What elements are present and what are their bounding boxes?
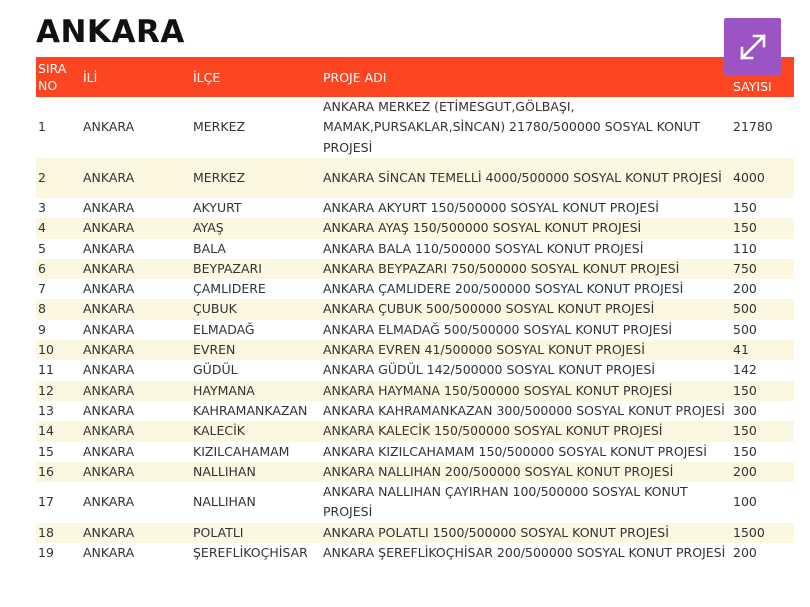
cell-sayisi: 150 [733, 382, 757, 398]
cell-sayisi: 21780 [733, 119, 773, 135]
cell-ilce: POLATLI [193, 524, 244, 540]
cell-sira-no: 5 [38, 240, 46, 256]
cell-sira-no: 8 [38, 301, 46, 317]
cell-sayisi: 150 [733, 423, 757, 439]
cell-ili: ANKARA [83, 240, 135, 256]
cell-ili: ANKARA [83, 260, 135, 276]
cell-sayisi: 200 [733, 545, 757, 561]
cell-ilce: NALLIHAN [193, 494, 256, 510]
cell-ilce: KIZILCAHAMAM [193, 443, 290, 459]
cell-ili: ANKARA [83, 524, 135, 540]
cell-sira-no: 10 [38, 342, 54, 358]
cell-ili: ANKARA [83, 321, 135, 337]
cell-ili: ANKARA [83, 443, 135, 459]
expand-button[interactable] [724, 18, 781, 75]
table-row [36, 462, 794, 482]
table-row [36, 239, 794, 259]
cell-ilce: KALECİK [193, 423, 246, 439]
cell-ilce: ŞEREFLİKOÇHİSAR [193, 545, 308, 561]
table-row [36, 381, 794, 401]
cell-sayisi: 4000 [733, 169, 765, 185]
projects-table [36, 57, 794, 563]
cell-sayisi: 142 [733, 362, 757, 378]
cell-proje-adi: ANKARA ŞEREFLİKOÇHİSAR 200/500000 SOSYAL KONUT PROJESİ [323, 545, 726, 561]
table-row [36, 360, 794, 380]
page-title: ANKARA [36, 14, 185, 50]
cell-sayisi: 500 [733, 321, 757, 337]
expand-arrows-icon [733, 27, 773, 67]
cell-ilce: AYAŞ [193, 220, 224, 236]
table-row [36, 543, 794, 563]
cell-ilce: ÇUBUK [193, 301, 237, 317]
cell-ilce: GÜDÜL [193, 362, 238, 378]
cell-sira-no: 15 [38, 443, 54, 459]
cell-proje-adi: ANKARA KAHRAMANKAZAN 300/500000 SOSYAL KONUT PROJESİ [323, 402, 725, 418]
cell-ilce: BALA [193, 240, 226, 256]
cell-sira-no: 2 [38, 169, 46, 185]
cell-ilce: HAYMANA [193, 382, 255, 398]
cell-ilce: AKYURT [193, 200, 242, 215]
cell-proje-adi: ANKARA POLATLI 1500/500000 SOSYAL KONUT PROJESİ [323, 524, 669, 540]
cell-ilce: ELMADAĞ [193, 321, 255, 337]
cell-proje-adi: ANKARA MERKEZ (ETİMESGUT,GÖLBAŞI, MAMAK,PURSAKLAR,SİNCAN) 21780/500000 SOSYAL KONUT PROJESİ [323, 99, 701, 155]
cell-sira-no: 6 [38, 260, 46, 276]
table-body [36, 97, 794, 563]
cell-sira-no: 16 [38, 463, 54, 479]
cell-proje-adi: ANKARA HAYMANA 150/500000 SOSYAL KONUT PROJESİ [323, 382, 673, 398]
cell-ili: ANKARA [83, 169, 135, 185]
cell-proje-adi: ANKARA KALECİK 150/500000 SOSYAL KONUT PROJESİ [323, 423, 663, 439]
cell-sayisi: 1500 [733, 524, 765, 540]
cell-ili: ANKARA [83, 200, 135, 215]
cell-ili: ANKARA [83, 220, 135, 236]
cell-sayisi: 150 [733, 200, 757, 215]
table-row [36, 158, 794, 198]
cell-ilce: NALLIHAN [193, 463, 256, 479]
cell-proje-adi: ANKARA BEYPAZARI 750/500000 SOSYAL KONUT PROJESİ [323, 260, 680, 276]
cell-sayisi: 110 [733, 240, 757, 256]
table-row [36, 259, 794, 279]
table-row [36, 198, 794, 218]
cell-sayisi: 500 [733, 301, 757, 317]
table-header-row [36, 57, 794, 97]
table-row [36, 482, 794, 523]
cell-proje-adi: ANKARA AYAŞ 150/500000 SOSYAL KONUT PROJESİ [323, 220, 642, 236]
cell-ilce: EVREN [193, 342, 236, 358]
cell-sira-no: 11 [38, 362, 54, 378]
cell-ili: ANKARA [83, 382, 135, 398]
cell-proje-adi: ANKARA ELMADAĞ 500/500000 SOSYAL KONUT PROJESİ [323, 321, 673, 337]
cell-ili: ANKARA [83, 119, 135, 135]
cell-sira-no: 18 [38, 524, 54, 540]
cell-ilce: KAHRAMANKAZAN [193, 402, 308, 418]
cell-sira-no: 19 [38, 545, 54, 561]
table-row [36, 97, 794, 158]
header-sayisi: SAYISI [733, 79, 772, 94]
cell-proje-adi: ANKARA ÇAMLIDERE 200/500000 SOSYAL KONUT PROJESİ [323, 281, 684, 297]
header-sira-no: SIRA NO [38, 61, 67, 93]
cell-sayisi: 41 [733, 342, 749, 358]
table-row [36, 218, 794, 238]
cell-ili: ANKARA [83, 342, 135, 358]
cell-proje-adi: ANKARA GÜDÜL 142/500000 SOSYAL KONUT PROJESİ [323, 362, 656, 378]
cell-proje-adi: ANKARA EVREN 41/500000 SOSYAL KONUT PROJESİ [323, 342, 645, 358]
cell-proje-adi: ANKARA KIZILCAHAMAM 150/500000 SOSYAL KONUT PROJESİ [323, 443, 707, 459]
cell-sayisi: 200 [733, 463, 757, 479]
cell-sira-no: 7 [38, 281, 46, 297]
cell-proje-adi: ANKARA AKYURT 150/500000 SOSYAL KONUT PROJESİ [323, 200, 659, 215]
cell-sayisi: 150 [733, 220, 757, 236]
cell-ili: ANKARA [83, 402, 135, 418]
cell-ilce: MERKEZ [193, 169, 246, 185]
cell-sayisi: 750 [733, 260, 757, 276]
header-proje-adi: PROJE ADI [323, 69, 387, 85]
cell-proje-adi: ANKARA ÇUBUK 500/500000 SOSYAL KONUT PROJESİ [323, 301, 655, 317]
cell-sira-no: 17 [38, 494, 54, 510]
table-row [36, 320, 794, 340]
table-row [36, 523, 794, 543]
cell-sayisi: 100 [733, 494, 757, 510]
cell-ili: ANKARA [83, 463, 135, 479]
table-row [36, 401, 794, 421]
header-ili: İLİ [83, 69, 98, 85]
cell-sira-no: 3 [38, 200, 46, 215]
cell-ilce: ÇAMLIDERE [193, 281, 266, 297]
cell-sayisi: 150 [733, 443, 757, 459]
table-row [36, 299, 794, 319]
table-row [36, 279, 794, 299]
cell-sira-no: 9 [38, 321, 46, 337]
cell-sayisi: 300 [733, 402, 757, 418]
cell-sira-no: 1 [38, 119, 46, 135]
cell-ilce: BEYPAZARI [193, 260, 262, 276]
cell-sira-no: 13 [38, 402, 54, 418]
cell-ilce: MERKEZ [193, 119, 246, 135]
cell-proje-adi: ANKARA SİNCAN TEMELLİ 4000/500000 SOSYAL KONUT PROJESİ [323, 169, 722, 185]
cell-ili: ANKARA [83, 301, 135, 317]
table-row [36, 442, 794, 462]
cell-proje-adi: ANKARA BALA 110/500000 SOSYAL KONUT PROJESİ [323, 240, 644, 256]
table-row [36, 421, 794, 441]
cell-sira-no: 14 [38, 423, 54, 439]
cell-ili: ANKARA [83, 423, 135, 439]
cell-ili: ANKARA [83, 281, 135, 297]
header-ilce: İLÇE [193, 69, 221, 85]
cell-ili: ANKARA [83, 362, 135, 378]
cell-sayisi: 200 [733, 281, 757, 297]
table-row [36, 340, 794, 360]
cell-proje-adi: ANKARA NALLIHAN ÇAYIRHAN 100/500000 SOSYAL KONUT PROJESİ [323, 484, 688, 520]
cell-proje-adi: ANKARA NALLIHAN 200/500000 SOSYAL KONUT PROJESİ [323, 463, 674, 479]
cell-sira-no: 4 [38, 220, 46, 236]
cell-ili: ANKARA [83, 494, 135, 510]
cell-ili: ANKARA [83, 545, 135, 561]
cell-sira-no: 12 [38, 382, 54, 398]
